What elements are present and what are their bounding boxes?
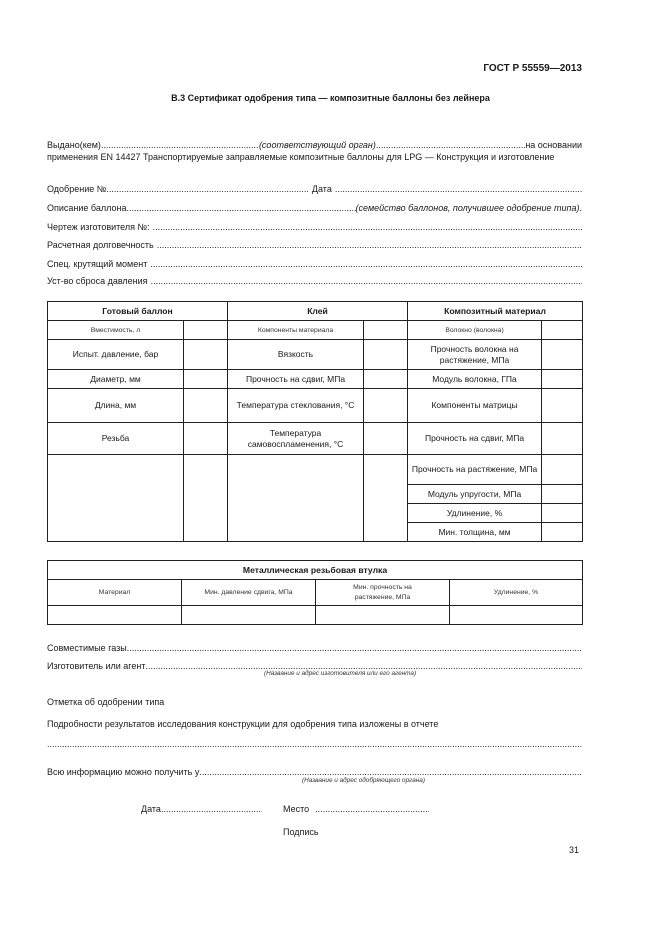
value-cell: [316, 606, 450, 625]
description-note: (семейство баллонов, получившее одобрение типа): [355, 203, 580, 213]
fiber-modulus: Модуль волокна, ГПа: [408, 370, 542, 389]
details-text: Подробности результатов исследования конструкции для одобрения типа изложены в отчете: [47, 719, 439, 729]
header-adhesive: Клей: [228, 302, 408, 321]
value-cell: [364, 340, 408, 370]
properties-table: [47, 301, 583, 542]
fiber-tensile-strength: Прочность волокна на растяжение, МПа: [408, 340, 542, 370]
relief-line: [47, 274, 582, 286]
approval-label: Одобрение №.: [47, 184, 109, 194]
value-cell: [184, 423, 228, 455]
elongation: Удлинение, %: [408, 504, 542, 523]
insert-min-tensile: [316, 580, 450, 606]
value-cell: [542, 321, 583, 340]
matrix-components: Компоненты матрицы: [408, 389, 542, 423]
place-label: Место: [283, 804, 310, 814]
test-pressure: Испыт. давление, бар: [48, 340, 184, 370]
insert-header: Металлическая резьбовая втулка: [48, 561, 583, 580]
viscosity: Вязкость: [228, 340, 364, 370]
value-cell: [542, 370, 583, 389]
empty-cell: [364, 455, 408, 542]
drawing-line: [47, 220, 582, 232]
value-cell: [542, 485, 583, 504]
value-cell: [182, 606, 316, 625]
subheader-capacity: Вместимость, л: [48, 321, 184, 340]
place-sign-line: [283, 804, 429, 814]
value-cell: [364, 370, 408, 389]
issued-suffix: на основании: [525, 140, 582, 150]
info-note: (Название и адрес одобряющего органа): [302, 777, 425, 784]
info-line: [47, 765, 582, 777]
glass-transition-temp: Температура стеклования, °С: [228, 389, 364, 423]
subheader-fiber: Волокно (волокна): [408, 321, 542, 340]
gases-label: Совместимые газы: [47, 643, 127, 653]
value-cell: [364, 321, 408, 340]
diameter: Диаметр, мм: [48, 370, 184, 389]
signature-label: Подпись: [283, 827, 319, 837]
drawing-label: Чертеж изготовителя №:: [47, 222, 150, 232]
value-cell: [542, 455, 583, 485]
torque-label: Спец. крутящий момент: [47, 259, 148, 269]
composite-tensile-strength: Прочность на растяжение, МПа: [408, 455, 542, 485]
adhesive-shear-strength: Прочность на сдвиг, МПа: [228, 370, 364, 389]
page-number: 31: [569, 845, 580, 855]
autoignition-temp: Температура самовоспламенения, °С: [228, 423, 364, 455]
value-cell: [184, 321, 228, 340]
issued-line: [47, 138, 582, 150]
subheader-components: Компоненты материала: [228, 321, 364, 340]
section-title: В.3 Сертификат одобрения типа — композитные баллоны без лейнера: [171, 93, 490, 103]
insert-table: [47, 560, 583, 625]
value-cell: [364, 389, 408, 423]
torque-line: [47, 257, 582, 269]
insert-min-tensile-text: Мин. прочность на растяжение, МПа: [353, 583, 412, 601]
design-life-line: [47, 238, 582, 250]
relief-label: Уст-во сброса давления: [47, 276, 148, 286]
value-cell: [542, 389, 583, 423]
manufacturer-note: (Название и адрес изготовителя или его агента): [264, 670, 417, 677]
info-label: Всю информацию можно получить у: [47, 767, 200, 777]
value-cell: [542, 523, 583, 542]
header-composite: Композитный материал: [408, 302, 583, 321]
value-cell: [450, 606, 583, 625]
insert-elongation: Удлинение, %: [450, 580, 583, 606]
value-cell: [542, 423, 583, 455]
approval-mark: Отметка об одобрении типа: [47, 697, 165, 707]
empty-cell: [184, 455, 228, 542]
gases-line: [47, 641, 582, 653]
elastic-modulus: Модуль упругости, МПа: [408, 485, 542, 504]
value-cell: [184, 370, 228, 389]
insert-min-shear: Мин. давление сдвига, МПа: [182, 580, 316, 606]
insert-material: Материал: [48, 580, 182, 606]
sign-date-label: Дата: [141, 804, 161, 814]
thread: Резьба: [48, 423, 184, 455]
manufacturer-label: Изготовитель или агент: [47, 661, 146, 671]
date-label: Дата: [311, 184, 332, 194]
value-cell: [184, 340, 228, 370]
date-sign-line: [141, 804, 262, 814]
design-life-label: Расчетная долговечность: [47, 240, 154, 250]
issued-organ: (соответствующий орган): [258, 140, 376, 150]
description-label: Описание баллона: [47, 203, 127, 213]
value-cell: [184, 389, 228, 423]
min-thickness: Мин. толщина, мм: [408, 523, 542, 542]
empty-cell: [228, 455, 364, 542]
length: Длина, мм: [48, 389, 184, 423]
standard-number: ГОСТ Р 55559—2013: [483, 63, 582, 74]
composite-shear-strength: Прочность на сдвиг, МПа: [408, 423, 542, 455]
value-cell: [364, 423, 408, 455]
value-cell: [48, 606, 182, 625]
header-cylinder: Готовый баллон: [48, 302, 228, 321]
value-cell: [542, 504, 583, 523]
approval-line: [47, 182, 582, 194]
empty-cell: [48, 455, 184, 542]
basis-text: применения EN 14427 Транспортируемые заправляемые композитные баллоны для LPG — Конструкция и изготовление: [47, 152, 555, 162]
report-line: [47, 737, 582, 749]
description-line: Описание баллона ..... (семейство баллонов, получившее одобрение типа) .: [47, 201, 582, 213]
issued-label: Выдано(кем): [47, 140, 101, 150]
value-cell: [542, 340, 583, 370]
